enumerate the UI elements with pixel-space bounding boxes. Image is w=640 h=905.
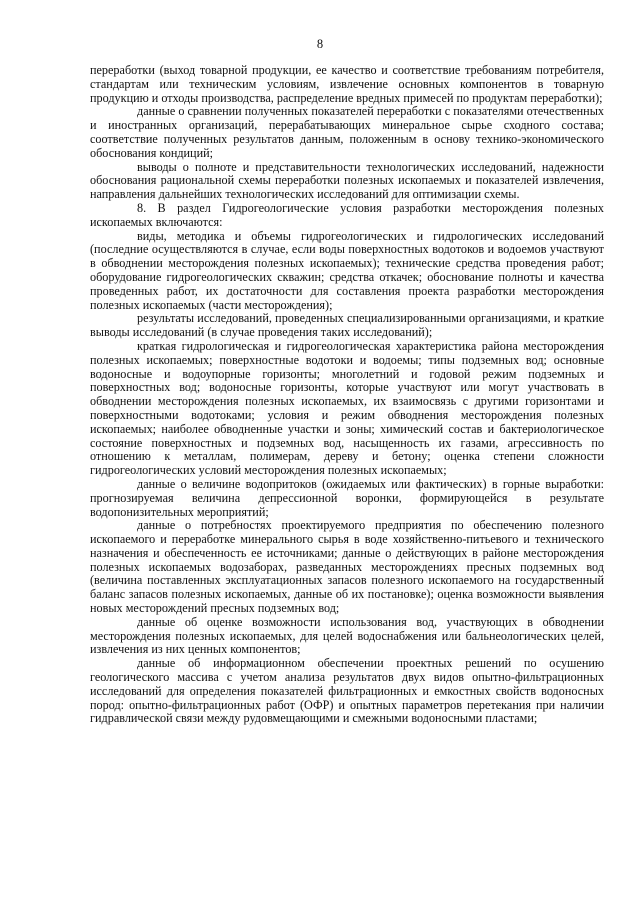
paragraph-comparison-data: данные о сравнении полученных показателей переработки с показателями отечественных и иностранных организаций, перерабатывающих минеральное сырье сходного состава; соответствие полученных результатов данным, положенным в основу технико-экономического обоснования кондиций; xyxy=(90,104,604,160)
document-body xyxy=(90,64,604,726)
paragraph-section-8-heading: 8. В раздел Гидрогеологические условия разработки месторождения полезных ископаемых включаются: xyxy=(90,200,604,229)
paragraph-water-demand: данные о потребностях проектируемого предприятия по обеспечению полезного ископаемого и переработке минерального сырья в воде хозяйственно-питьевого и технического назначения и обеспеченность ее источниками; данные о действующих в районе месторождения полезных ископаемых водозаборах, разведанных месторождениях пресных подземных вод (величина поставленных эксплуатационных запасов полезного ископаемого на государственный баланс запасов полезных ископаемых, данные об их постановке); оценка возможности выявления новых месторождений пресных подземных вод; xyxy=(90,518,604,616)
page-number: 8 xyxy=(316,37,324,51)
paragraph-processing-results: переработки (выход товарной продукции, ее качество и соответствие требованиям потребителя, стандартам или техническим условиям, извлечение основных компонентов в товарную продукцию и отходы производства, распределение вредных примесей по продуктам переработки); xyxy=(90,63,604,105)
paragraph-area-characteristics: краткая гидрологическая и гидрогеологическая характеристика района месторождения полезных ископаемых; поверхностные водотоки и водоемы; типы подземных вод; основные водоносные и водоупорные горизонты; многолетний и годовой режим подземных и поверхностных вод; водоносные горизонты, которые участвуют или могут участвовать в обводнении месторождения полезных ископаемых, их взаимосвязь с другими горизонтами и поверхностными водотоками; условия и режим обводнения месторождения полезных ископаемых; наиболее обводненные участки и зоны; химический состав и бактериологическое состояние поверхностных и подземных вод, насыщенность их газами, агрессивность по отношению к металлам, полимерам, дереву и бетону; оценка степени сложности гидрогеологических условий месторождения полезных ископаемых; xyxy=(90,338,604,478)
paragraph-technology-conclusions: выводы о полноте и представительности технологических исследований, надежности обоснования рациональной схемы переработки полезных ископаемых и показателей извлечения, направления дальнейших технологических исследований для оптимизации схемы. xyxy=(90,159,604,202)
paragraph-drainage-information: данные об информационном обеспечении проектных решений по осушению геологического массива с учетом анализа результатов двух видов опытно-фильтрационных исследований для определения показателей фильтрационных и емкостных свойств водоносных пород: опытно-фильтрационных работ (ОФР) и опытных параметров перетекания при наличии гидравлической связи между рудовмещающими и смежными водоносными пластами; xyxy=(90,656,604,726)
paragraph-specialized-results: результаты исследований, проведенных специализированными организациями, и краткие выводы исследований (в случае проведения таких исследований); xyxy=(90,311,604,340)
paragraph-study-methods: виды, методика и объемы гидрогеологических и гидрологических исследований (последние осуществляются в случае, если воды поверхностных водотоков и водоемов участвуют в обводнении месторождения полезных ископаемых); технические средства проведения работ; оборудование гидрогеологических скважин; средства откачек; обоснование полноты и качества проведенных работ, их достаточности для составления проекта разработки месторождения полезных ископаемых (части месторождения); xyxy=(90,228,604,312)
paragraph-water-use-evaluation: данные об оценке возможности использования вод, участвующих в обводнении месторождения полезных ископаемых, для целей водоснабжения или бальнеологических целей, извлечения из них ценных компонентов; xyxy=(90,614,604,657)
paragraph-water-inflow: данные о величине водопритоков (ожидаемых или фактических) в горные выработки: прогнозируемая величина депрессионной воронки, формирующейся в результате водопонизительных мероприятий; xyxy=(90,476,604,519)
